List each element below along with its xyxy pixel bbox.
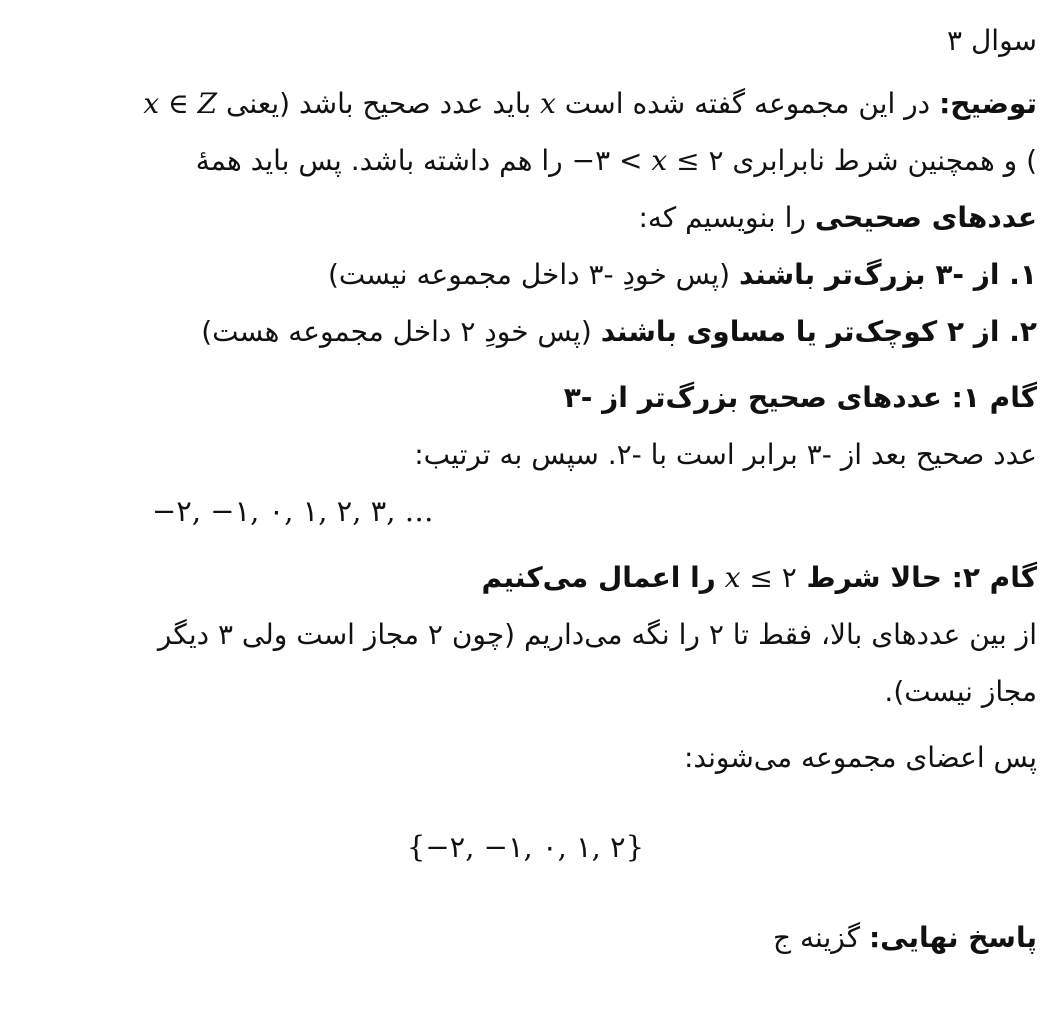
condition-item-1 [132,246,1037,303]
result-set-display: {−۲, −۱, ۰, ۱, ۲} [406,830,645,864]
integer-sequence-display: −۲, −۱, ۰, ۱, ۲, ۳, … [152,494,434,528]
final-answer-label: پاسخ نهایی: [868,921,1037,954]
result-intro-paragraph: پس اعضای مجموعه می‌شوند: [683,741,1037,774]
final-answer-value: گزینه ج [773,921,861,954]
explanation-text-5: را بنویسیم که: [638,201,806,234]
condition-2-bold: ۲. از ۲ کوچک‌تر یا مساوی باشند [600,315,1037,348]
step-2-heading-end: را اعمال می‌کنیم [481,561,716,594]
step-2-heading [132,549,1037,606]
condition-1-note: (پس خودِ -۳ داخل مجموعه نیست) [327,258,731,291]
condition-1-bold: ۱. از -۳ بزرگ‌تر باشند [739,258,1037,291]
explanation-text-1: در این مجموعه گفته شده است [555,87,931,120]
step-1-heading: گام ۱: عددهای صحیح بزرگ‌تر از -۳ [563,381,1037,414]
explanation-text-4: را هم داشته باشد. پس باید همۀ [195,144,563,177]
integers-bold: عددهای صحیحی [814,201,1037,234]
explanation-text-3: ) و همچنین شرط نابرابری [723,144,1037,177]
math-x-le-2: x ≤ ۲ [724,561,797,594]
step-2-heading-start: گام ۲: حالا شرط [796,561,1037,594]
explanation-label: توضیح: [939,87,1037,120]
final-answer-line [132,909,1037,966]
explanation-paragraph [132,75,1037,246]
step-2-paragraph: از بین عددهای بالا، فقط تا ۲ را نگه می‌داریم (چون ۲ مجاز است ولی ۳ دیگر مجاز نیست). [157,618,1037,708]
math-x-in-z: x ∈ Z [143,87,218,120]
question-title: سوال ۳ [947,24,1037,57]
math-inequality: −۳ < x ≤ ۲ [571,144,724,177]
explanation-text-2: باید عدد صحیح باشد (یعنی [217,87,532,120]
condition-item-2 [132,303,1037,360]
math-x: x [540,87,556,120]
condition-2-note: (پس خودِ ۲ داخل مجموعه هست) [201,315,592,348]
step-1-paragraph: عدد صحیح بعد از -۳ برابر است با -۲. سپس به ترتیب: [414,438,1037,471]
